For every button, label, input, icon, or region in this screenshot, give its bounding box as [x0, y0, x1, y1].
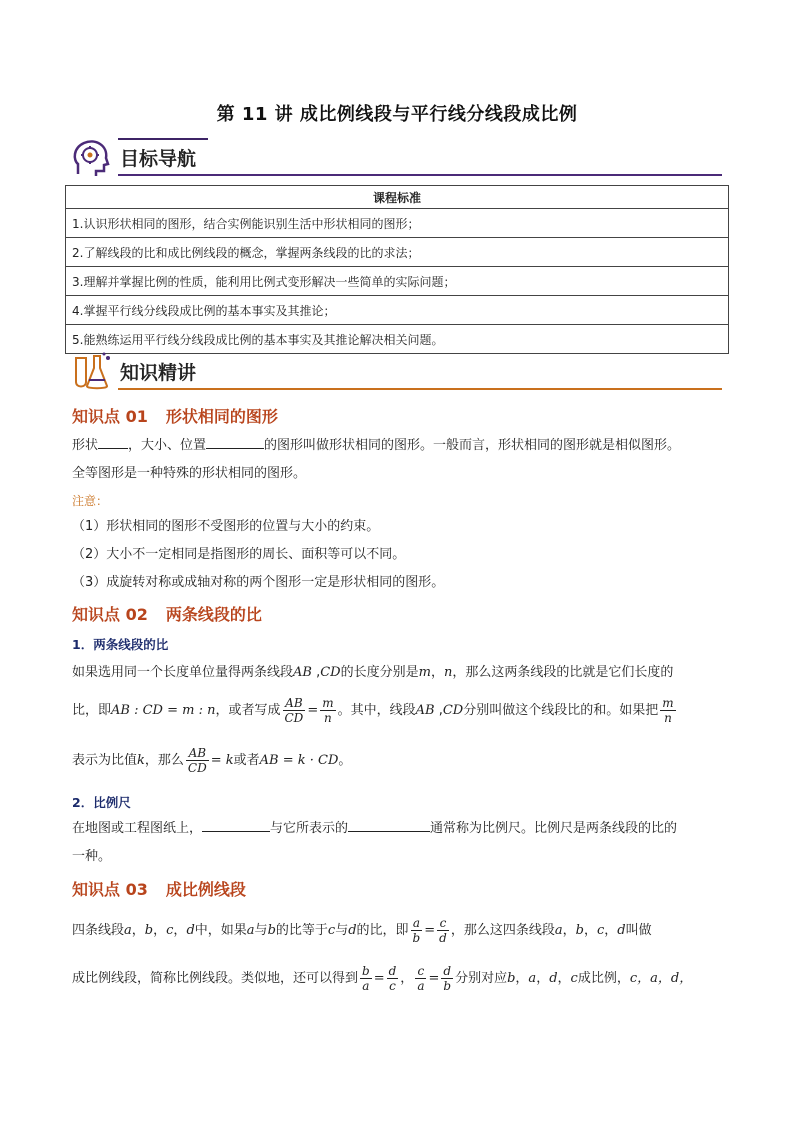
fill-blank: [202, 819, 270, 832]
fill-blank: [348, 819, 430, 832]
subheading: 1．两条线段的比: [72, 637, 169, 652]
kp-name: 成比例线段: [165, 880, 246, 899]
fraction: $\frac{d}{b}$: [443, 964, 452, 993]
table-row: 3.理解并掌握比例的性质，能利用比例式变形解决一些简单的实际问题；: [66, 267, 729, 296]
fraction: $\frac{m}{n}$: [322, 696, 334, 725]
note-item: （2）大小不一定相同是指图形的周长、面积等可以不同。: [72, 547, 406, 562]
table-row: 5.能熟练运用平行线分线段成比例的基本事实及其推论解决相关问题。: [66, 325, 729, 354]
kp03-line-2: 成比例线段，简称比例线段。类似地，还可以得到 $\frac{b}{a}$ = $\frac{d}{c}$ ， $\frac{c}{a}$ = $\frac{d}{b}$ 分别对应b，a，d，c成比例，c，a，d，: [72, 964, 693, 993]
text: 的图形叫做形状相同的图形。一般而言，形状相同的图形就是相似图形。: [264, 438, 681, 453]
fraction: $\frac{c}{d}$: [439, 916, 447, 945]
head-gear-icon: [70, 138, 114, 178]
fraction: $\frac{d}{c}$: [388, 964, 397, 993]
kp02-line-4: 在地图或工程图纸上， 与它所表示的 通常称为比例尺。比例尺是两条线段的比的: [72, 821, 678, 836]
fraction: $\frac{a}{b}$: [412, 916, 421, 945]
kp02-line-5: 一种。: [72, 849, 112, 864]
banner-underline: [118, 388, 722, 390]
kp-name: 两条线段的比: [165, 605, 262, 624]
kp-number: 知识点 03: [72, 880, 148, 899]
fill-blank: [206, 436, 264, 449]
fraction: $\frac{b}{a}$: [362, 964, 370, 993]
page-title: 第 11 讲 成比例线段与平行线分线段成比例: [216, 104, 578, 125]
fraction: $\frac{AB}{CD}$: [187, 746, 207, 775]
text: ，大小、位置: [128, 438, 207, 453]
note-item: （3）成旋转对称或成轴对称的两个图形一定是形状相同的图形。: [72, 575, 445, 590]
kp01-heading: [72, 404, 278, 427]
kp-number: 知识点 01: [72, 407, 148, 426]
kp02-heading: [72, 602, 262, 625]
kp02-line-1: 如果选用同一个长度单位量得两条线段AB ,CD的长度分别是m，n，那么这两条线段的比就是它们长度的: [72, 665, 674, 680]
goals-banner: [70, 138, 722, 178]
course-standards-table: [65, 185, 729, 354]
note-label: 注意：: [72, 494, 109, 508]
banner-underline: [118, 174, 722, 176]
note-item: （1）形状相同的图形不受图形的位置与大小的约束。: [72, 519, 380, 534]
flask-icon: [70, 352, 114, 392]
kp03-line-1: 四条线段a，b，c，d中，如果a与b的比等于c与d的比，即 $\frac{a}{b}$ = $\frac{c}{d}$ ，那么这四条线段a，b，c，d叫做: [72, 916, 652, 945]
fill-blank: [98, 436, 128, 449]
text: 形状: [72, 438, 99, 453]
kp-name: 形状相同的图形: [165, 407, 278, 426]
kp01-paragraph: [72, 436, 724, 456]
fraction: $\frac{m}{n}$: [662, 696, 674, 725]
banner-top-line: [118, 138, 208, 140]
table-row: 2.了解线段的比和成比例线段的概念，掌握两条线段的比的求法；: [66, 238, 729, 267]
fraction: $\frac{AB}{CD}$: [284, 696, 304, 725]
knowledge-banner: [70, 352, 722, 392]
table-row: 1.认识形状相同的图形，结合实例能识别生活中形状相同的图形；: [66, 209, 729, 238]
kp02-line-2: 比，即AB : CD = m : n，或者写成 $\frac{AB}{CD}$ = $\frac{m}{n}$ 。其中，线段AB ,CD分别叫做这个线段比的和。如果把 $\frac{m}{n}$: [72, 696, 674, 725]
kp02-line-3: 表示为比值k，那么 $\frac{AB}{CD}$ = k或者AB = k · CD。: [72, 746, 352, 775]
table-header: 课程标准: [66, 186, 729, 209]
knowledge-banner-label: 知识精讲: [120, 362, 197, 384]
table-row: 4.掌握平行线分线段成比例的基本事实及其推论；: [66, 296, 729, 325]
kp-number: 知识点 02: [72, 605, 148, 624]
kp01-paragraph-2: 全等图形是一种特殊的形状相同的图形。: [72, 466, 307, 481]
kp03-heading: [72, 877, 246, 900]
goals-banner-label: 目标导航: [120, 148, 197, 170]
subheading: 2．比例尺: [72, 795, 131, 810]
fraction: $\frac{c}{a}$: [417, 964, 425, 993]
